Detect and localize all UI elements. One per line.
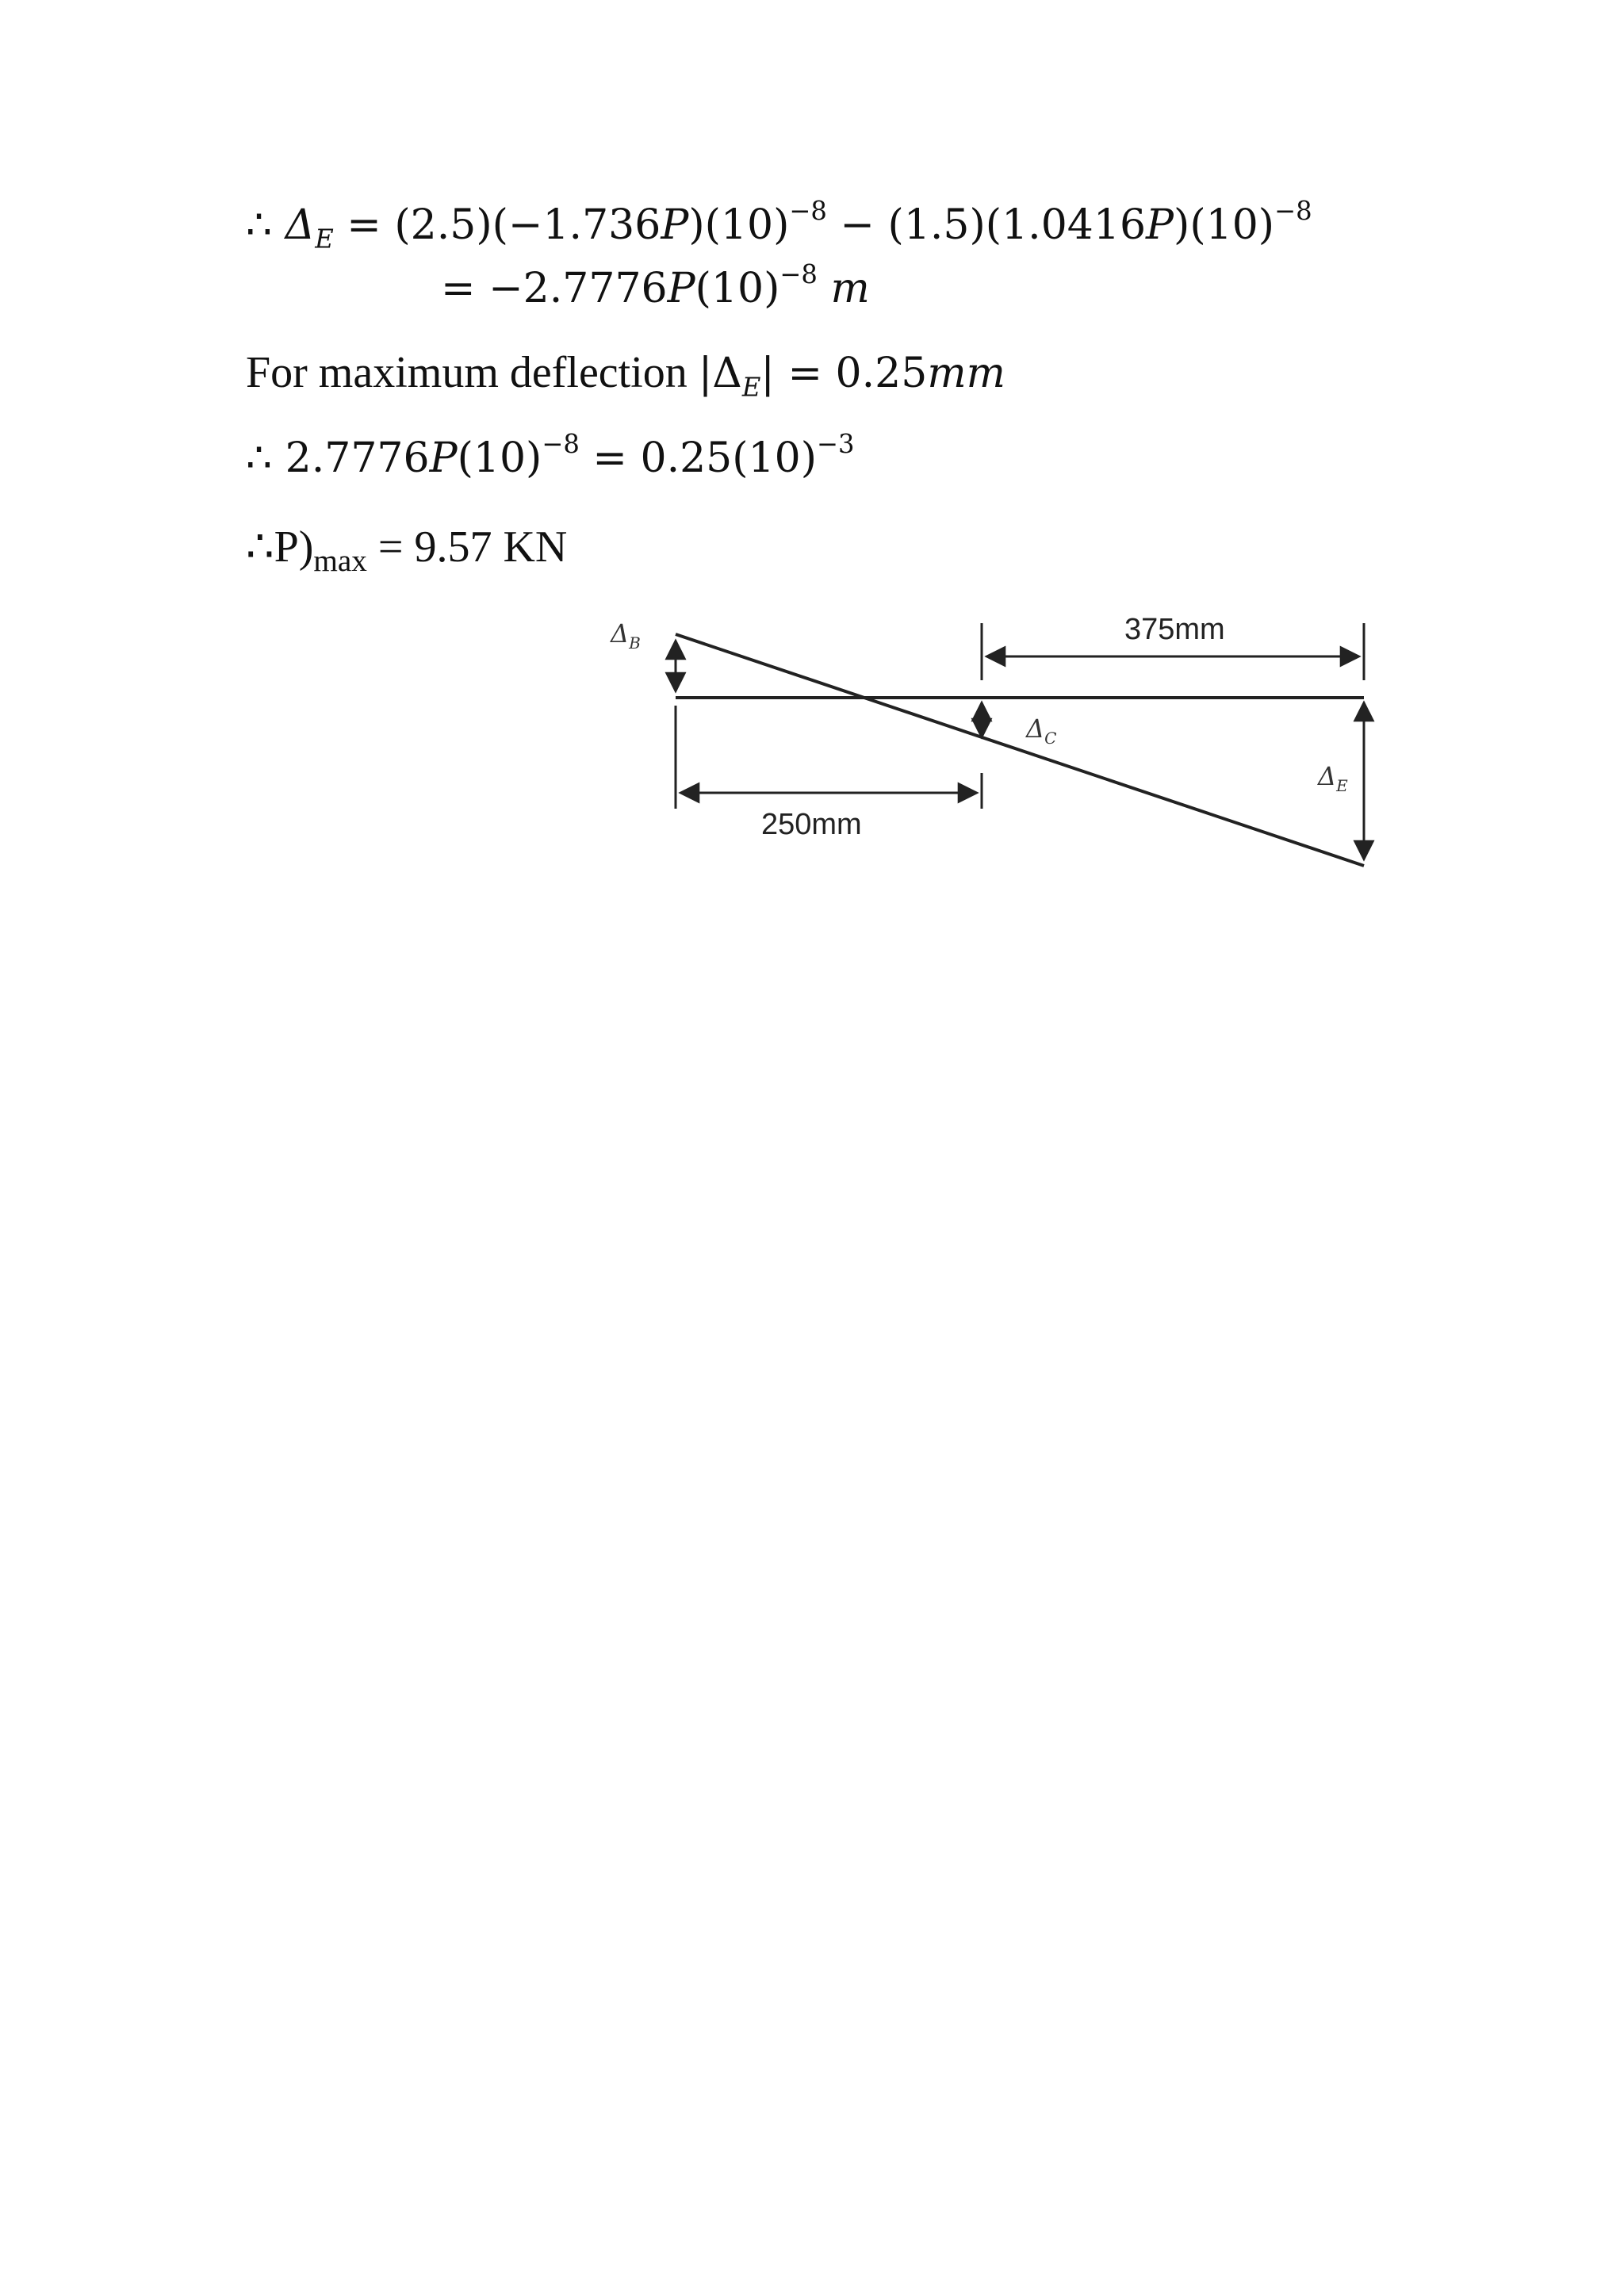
p-max-value: = 9.57 KN (366, 522, 568, 572)
equation-term: = 0.25(10) (579, 434, 818, 482)
prose-text: For maximum deflection (246, 348, 699, 397)
delta-symbol: Δ (285, 201, 316, 249)
delta-e-label: $\Delta_E$ (1318, 761, 1348, 795)
therefore-symbol: ∴ (246, 434, 273, 482)
subscript: E (741, 372, 761, 403)
equation-term: (10) (695, 265, 780, 312)
equation-term: = −2.7776 (441, 265, 668, 312)
unit-mm: mm (927, 350, 1005, 397)
variable-p: P (661, 201, 689, 249)
variable-p: P (1146, 201, 1174, 249)
p-max-prefix: ∴P) (246, 522, 314, 572)
equation-term: = (2.5)(−1.736 (333, 201, 661, 249)
delta-c-label: $\Delta_C$ (1026, 714, 1057, 748)
subscript-max: max (313, 543, 367, 578)
unit-m: m (830, 265, 870, 312)
equation-term: | = 0.25 (760, 350, 928, 397)
variable-p: P (429, 434, 458, 482)
equation-term: )(10) (688, 201, 790, 249)
exponent: −8 (789, 195, 827, 226)
equation-term: (10) (457, 434, 542, 482)
equation-term: − (1.5)(1.0416 (826, 201, 1147, 249)
equation-term: )(10) (1174, 201, 1275, 249)
variable-p: P (667, 265, 695, 312)
exponent: −8 (779, 258, 818, 289)
exponent: −8 (1274, 195, 1312, 226)
delta-b-label: $\Delta_B$ (611, 618, 641, 652)
abs-delta: |Δ (698, 350, 742, 397)
dim-375-label: 375mm (1124, 613, 1225, 646)
dim-250-label: 250mm (761, 808, 862, 841)
therefore-symbol: ∴ (246, 201, 273, 249)
exponent: −3 (817, 428, 855, 459)
subscript: E (315, 224, 334, 254)
equation-term: 2.7776 (272, 434, 430, 482)
exponent: −8 (542, 428, 580, 459)
